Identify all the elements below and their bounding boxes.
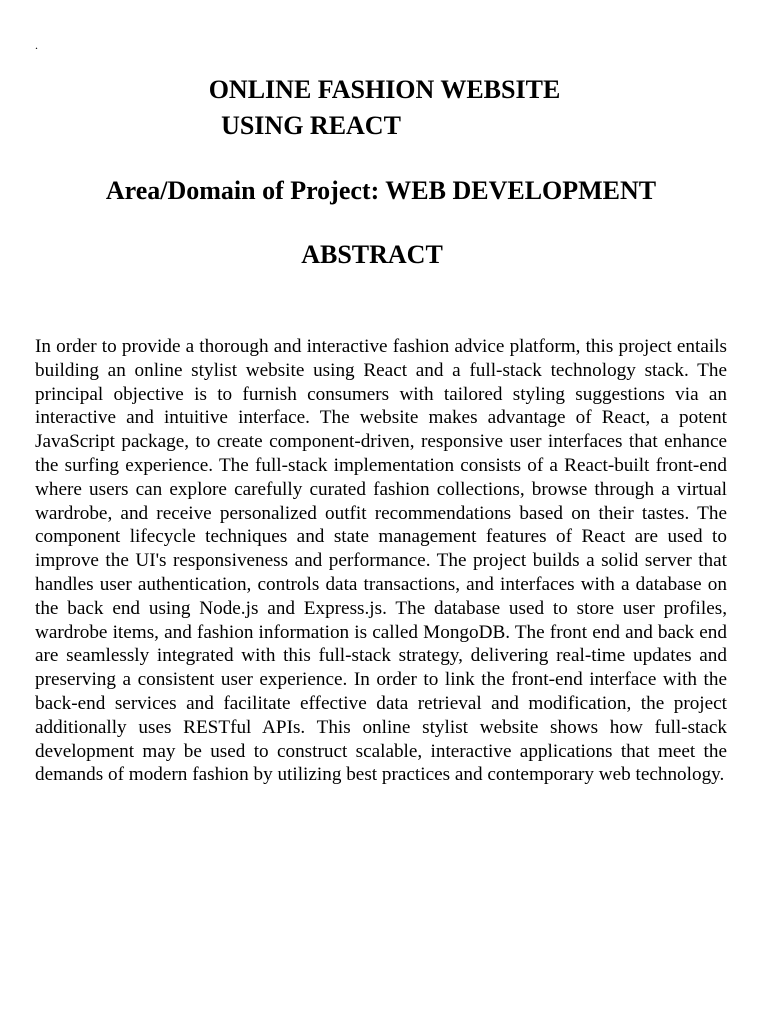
title-line-1: ONLINE FASHION WEBSITE [208,75,561,104]
abstract-paragraph: In order to provide a thorough and interactive fashion advice platform, this project entails building an online stylist website using React and a full-stack technology stack. The principal objective is to furnish consumers with tailored styling suggestions via an interactive and intuitive interface. The website makes advantage of React, a potent JavaScript package, to create component-driven, responsive user interfaces that enhance the surfing experience. The full-stack implementation consists of a React-built front-end where users can explore carefully curated fashion collections, browse through a virtual wardrobe, and receive personalized outfit recommendations based on their tastes. The component lifecycle techniques and state management features of React are used to improve the UI's responsiveness and performance. The project builds a solid server that handles user authentication, controls data transactions, and interfaces with a database on the back end using Node.js and Express.js. The database used to store user profiles, wardrobe items, and fashion information is called MongoDB. The front end and back end are seamlessly integrated with this full-stack strategy, delivering real-time updates and preserving a consistent user experience. In order to link the front-end interface with the back-end services and facilitate effective data retrieval and modification, the project additionally uses RESTful APIs. This online stylist website shows how full-stack development may be used to construct scalable, interactive applications that meet the demands of modern fashion by utilizing best practices and contemporary web technology. [35,336,727,786]
stray-dot-mark: . [35,38,38,52]
domain-heading: Area/Domain of Project: WEB DEVELOPMENT [105,176,657,205]
title-line-2: USING REACT [221,111,401,140]
title-block [0,72,768,144]
abstract-heading: ABSTRACT [301,240,443,269]
